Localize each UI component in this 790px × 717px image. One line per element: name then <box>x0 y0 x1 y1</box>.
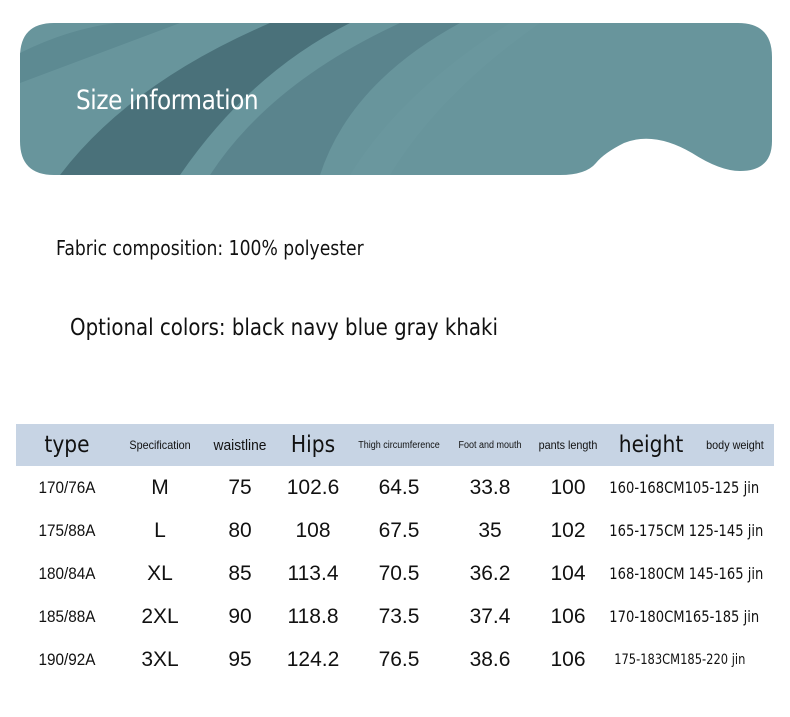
cell-length: 106 <box>550 647 586 671</box>
cell-thigh: 73.5 <box>378 604 420 628</box>
cell-length: 104 <box>550 561 586 585</box>
cell-thigh: 64.5 <box>378 475 420 499</box>
cell-waist: 95 <box>228 647 252 671</box>
cell-hips: 113.4 <box>287 561 339 585</box>
cell-waist: 75 <box>228 475 252 499</box>
cell-height-weight: 170-180CM165-185 jin <box>609 607 760 626</box>
table-row <box>16 552 774 595</box>
cell-height-weight: 165-175CM 125-145 jin <box>609 521 764 540</box>
cell-height-weight: 160-168CM105-125 jin <box>609 478 760 497</box>
cell-foot: 38.6 <box>469 647 511 671</box>
table-row <box>16 466 774 509</box>
cell-waist: 90 <box>228 604 252 628</box>
cell-type: 180/84A <box>38 563 96 583</box>
cell-type: 185/88A <box>38 606 96 626</box>
header-waistline: waistline <box>213 436 267 454</box>
table-header <box>16 424 774 466</box>
size-info-banner <box>20 23 772 175</box>
cell-height-weight: 175-183CM185-220 jin <box>614 651 746 668</box>
cell-type: 190/92A <box>38 649 96 669</box>
cell-foot: 35 <box>478 518 502 542</box>
cell-foot: 36.2 <box>469 561 511 585</box>
cell-foot: 37.4 <box>469 604 511 628</box>
cell-spec: XL <box>147 561 173 585</box>
header-foot: Foot and mouth <box>458 439 522 451</box>
cell-length: 102 <box>550 518 586 542</box>
cell-length: 106 <box>550 604 586 628</box>
cell-spec: M <box>151 475 169 499</box>
cell-height-weight: 168-180CM 145-165 jin <box>609 564 764 583</box>
cell-type: 170/76A <box>38 477 96 497</box>
cell-thigh: 70.5 <box>378 561 420 585</box>
header-body-weight: body weight <box>706 438 764 452</box>
banner-title: Size information <box>76 85 259 116</box>
header-type: type <box>44 432 90 458</box>
cell-thigh: 67.5 <box>378 518 420 542</box>
cell-type: 175/88A <box>38 520 96 540</box>
cell-hips: 124.2 <box>286 647 340 671</box>
cell-thigh: 76.5 <box>378 647 420 671</box>
size-table <box>16 424 774 681</box>
cell-foot: 33.8 <box>469 475 511 499</box>
cell-hips: 102.6 <box>286 475 340 499</box>
optional-colors: Optional colors: black navy blue gray khaki <box>70 315 498 341</box>
header-pants-length: pants length <box>538 438 598 452</box>
cell-length: 100 <box>550 475 586 499</box>
cell-hips: 118.8 <box>287 604 339 628</box>
header-thigh: Thigh circumference <box>358 439 440 451</box>
cell-spec: L <box>154 518 166 542</box>
header-height: height <box>618 432 684 458</box>
header-specification: Specification <box>129 438 191 452</box>
table-row <box>16 509 774 552</box>
fabric-composition: Fabric composition: 100% polyester <box>56 236 364 260</box>
cell-hips: 108 <box>295 518 331 542</box>
cell-spec: 3XL <box>141 647 179 671</box>
cell-waist: 80 <box>228 518 252 542</box>
cell-spec: 2XL <box>141 604 179 628</box>
cell-waist: 85 <box>228 561 252 585</box>
header-hips: Hips <box>290 432 336 458</box>
table-row <box>16 638 774 681</box>
table-row <box>16 595 774 638</box>
